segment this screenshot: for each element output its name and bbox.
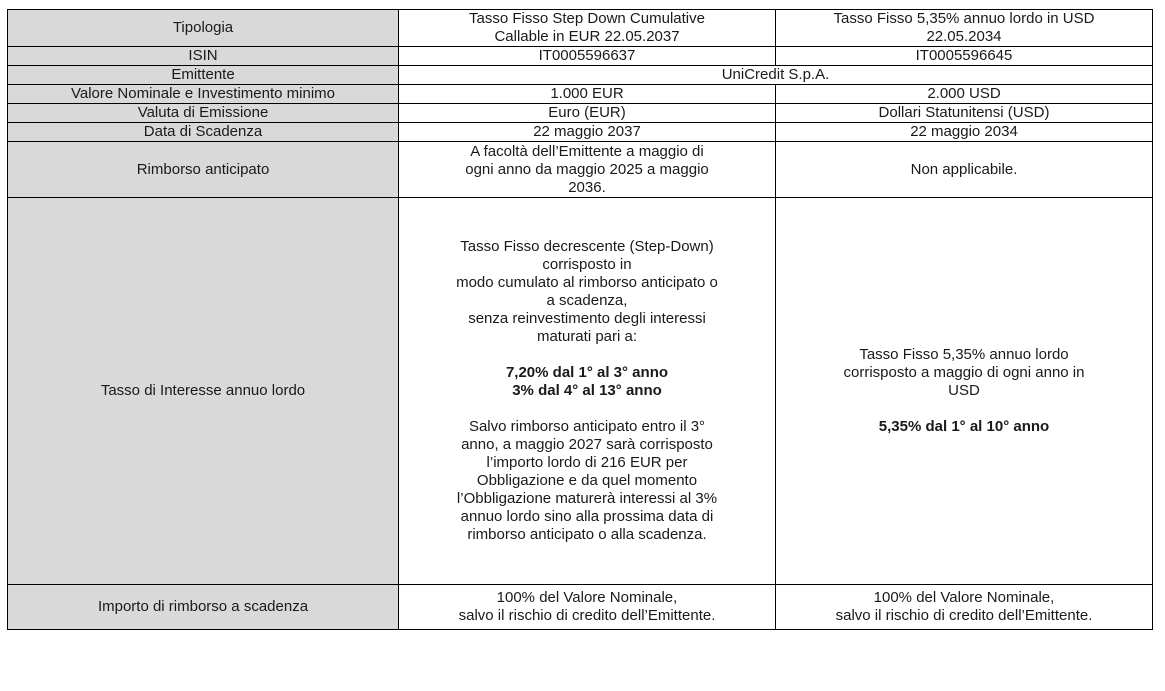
table-row [8,585,1153,630]
rate-usd: 5,35% dal 1° al 10° anno [878,418,1050,435]
row-label-valore-nominale: Valore Nominale e Investimento minimo [8,85,399,104]
row-label-valuta: Valuta di Emissione [8,104,399,123]
cell-text: 100% del Valore Nominale, [496,589,678,606]
row-label-importo-rimborso: Importo di rimborso a scadenza [8,585,399,630]
cell-text: anno, a maggio 2027 sarà corrisposto [461,436,713,453]
cell-text: Tasso Fisso decrescente (Step-Down) [460,238,714,255]
cell-text: annuo lordo sino alla prossima data di [460,508,714,525]
cell-text: Callable in EUR 22.05.2037 [494,28,680,45]
cell-text: Tasso Fisso 5,35% annuo lordo in USD [833,10,1095,27]
rate-step-1: 7,20% dal 1° al 3° anno [505,364,669,381]
cell-text: A facoltà dell’Emittente a maggio di [470,142,704,160]
cell-valore-nominale-eur: 1.000 EUR [399,85,776,104]
table-row [8,47,1153,66]
row-label-data-scadenza: Data di Scadenza [8,123,399,142]
spacer [403,400,771,418]
table-row [8,85,1153,104]
row-label-isin: ISIN [8,47,399,66]
cell-text: corrisposto in [542,256,632,273]
cell-valuta-eur: Euro (EUR) [399,104,776,123]
cell-text: l’Obbligazione maturerà interessi al 3% [456,490,718,507]
cell-text: rimborso anticipato o alla scadenza. [467,526,707,543]
cell-text: modo cumulato al rimborso anticipato o [456,274,718,291]
cell-data-scadenza-usd: 22 maggio 2034 [776,123,1153,142]
spacer [403,346,771,364]
cell-text: 22.05.2034 [926,28,1002,45]
cell-valore-nominale-usd: 2.000 USD [776,85,1153,104]
table-row [8,66,1153,85]
cell-text: a scadenza, [546,292,628,309]
cell-text: Obbligazione e da quel momento [476,472,698,489]
cell-rimborso-anticipato-usd: Non applicabile. [776,142,1153,198]
rate-step-2: 3% dal 4° al 13° anno [512,382,662,399]
cell-text: USD [948,382,980,399]
cell-text: ogni anno da maggio 2025 a maggio [465,160,709,178]
spacer [780,400,1148,418]
cell-valuta-usd: Dollari Statunitensi (USD) [776,104,1153,123]
cell-importo-rimborso-eur [399,585,776,630]
cell-tasso-interesse-eur [399,198,776,585]
table-row [8,104,1153,123]
cell-text: 2036. [568,178,606,196]
cell-text: Tasso Fisso 5,35% annuo lordo [859,346,1069,363]
row-label-tasso-interesse: Tasso di Interesse annuo lordo [8,198,399,585]
cell-text: salvo il rischio di credito dell’Emittente. [835,607,1093,624]
cell-rimborso-anticipato-eur [399,142,776,198]
cell-text: senza reinvestimento degli interessi [468,310,706,327]
row-label-tipologia: Tipologia [8,10,399,47]
cell-isin-usd: IT0005596645 [776,47,1153,66]
cell-isin-eur: IT0005596637 [399,47,776,66]
cell-text: maturati pari a: [536,328,638,345]
cell-tasso-interesse-usd [776,198,1153,585]
table-row [8,198,1153,585]
cell-text: 100% del Valore Nominale, [873,589,1055,606]
cell-data-scadenza-eur: 22 maggio 2037 [399,123,776,142]
cell-tipologia-eur [399,10,776,47]
table-row [8,142,1153,198]
cell-text: Salvo rimborso anticipato entro il 3° [468,418,706,435]
bond-comparison-table [7,9,1153,630]
cell-tipologia-usd [776,10,1153,47]
cell-importo-rimborso-usd [776,585,1153,630]
table-row [8,123,1153,142]
cell-text: corrisposto a maggio di ogni anno in [843,364,1085,381]
cell-text: l’importo lordo di 216 EUR per [486,454,688,471]
cell-text: Tasso Fisso Step Down Cumulative [469,10,705,27]
cell-emittente: UniCredit S.p.A. [399,66,1153,85]
cell-text: salvo il rischio di credito dell’Emittente. [458,607,716,624]
row-label-emittente: Emittente [8,66,399,85]
table-row [8,10,1153,47]
row-label-rimborso-anticipato: Rimborso anticipato [8,142,399,198]
